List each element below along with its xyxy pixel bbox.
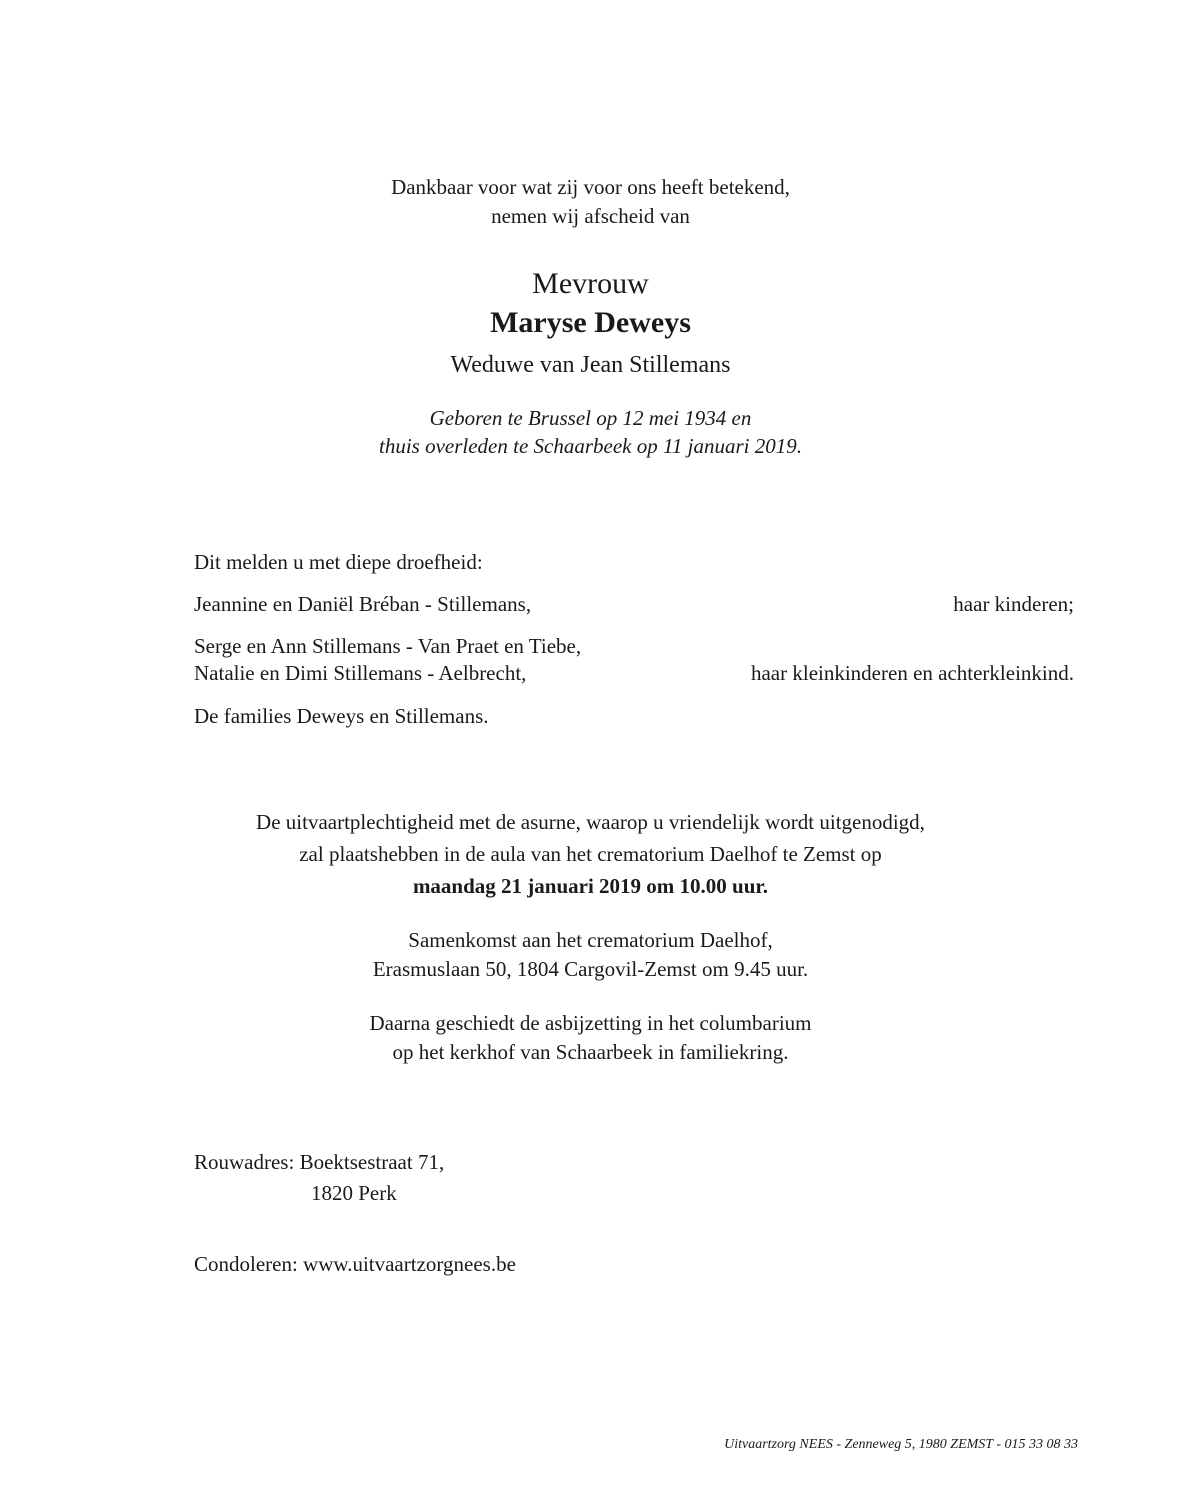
grandchildren-block bbox=[194, 633, 1074, 687]
deceased-title: Mevrouw bbox=[532, 267, 649, 300]
grandchildren-names-2: Natalie en Dimi Stillemans - Aelbrecht, bbox=[194, 661, 527, 685]
announcement-heading-text: Dit melden u met diepe droefheid: bbox=[194, 550, 483, 574]
deceased-name: Maryse Deweys bbox=[490, 306, 691, 339]
families-row bbox=[194, 703, 1074, 730]
funeral-home-footer: Uitvaartzorg NEES - Zenneweg 5, 1980 ZEMST - 015 33 08 33 bbox=[724, 1437, 1078, 1452]
ceremony-line-1: De uitvaartplechtigheid met de asurne, waarop u vriendelijk wordt uitgenodigd, bbox=[256, 810, 925, 834]
intro-line-2: nemen wij afscheid van bbox=[491, 204, 690, 228]
birth-line: Geboren te Brussel op 12 mei 1934 en bbox=[429, 406, 752, 430]
grandchildren-role: haar kleinkinderen en achterkleinkind. bbox=[750, 661, 1074, 685]
gathering-line-2: Erasmuslaan 50, 1804 Cargovil-Zemst om 9.45 uur. bbox=[372, 957, 809, 981]
children-names: Jeannine en Daniël Bréban - Stillemans, bbox=[194, 592, 532, 616]
announcement-heading bbox=[194, 549, 1074, 576]
mourning-address bbox=[194, 1147, 444, 1209]
mourning-address-line-1: Rouwadres: Boektsestraat 71, bbox=[194, 1150, 445, 1174]
gathering-text bbox=[0, 926, 1181, 984]
gathering-line-1: Samenkomst aan het crematorium Daelhof, bbox=[408, 928, 773, 952]
death-line: thuis overleden te Schaarbeek op 11 januari 2019. bbox=[378, 434, 803, 458]
ceremony-datetime: maandag 21 januari 2019 om 10.00 uur. bbox=[412, 874, 769, 898]
interment-line-2: op het kerkhof van Schaarbeek in familiekring. bbox=[392, 1040, 789, 1064]
birth-death-dates bbox=[0, 404, 1181, 460]
interment-line-1: Daarna geschiedt de asbijzetting in het columbarium bbox=[369, 1011, 812, 1035]
children-role: haar kinderen; bbox=[953, 592, 1074, 616]
interment-text bbox=[0, 1009, 1181, 1067]
condolences-text: Condoleren: www.uitvaartzorgnees.be bbox=[194, 1252, 516, 1276]
intro-text bbox=[0, 173, 1181, 231]
ceremony-line-2: zal plaatshebben in de aula van het crematorium Daelhof te Zemst op bbox=[299, 842, 882, 866]
grandchildren-names-1: Serge en Ann Stillemans - Van Praet en Tiebe, bbox=[194, 634, 582, 658]
intro-line-1: Dankbaar voor wat zij voor ons heeft betekend, bbox=[391, 175, 790, 199]
ceremony-text bbox=[0, 806, 1181, 902]
families-text: De families Deweys en Stillemans. bbox=[194, 704, 489, 728]
children-row bbox=[194, 591, 1074, 618]
mourning-address-line-2: 1820 Perk bbox=[311, 1181, 397, 1205]
deceased-relation: Weduwe van Jean Stillemans bbox=[450, 352, 731, 378]
